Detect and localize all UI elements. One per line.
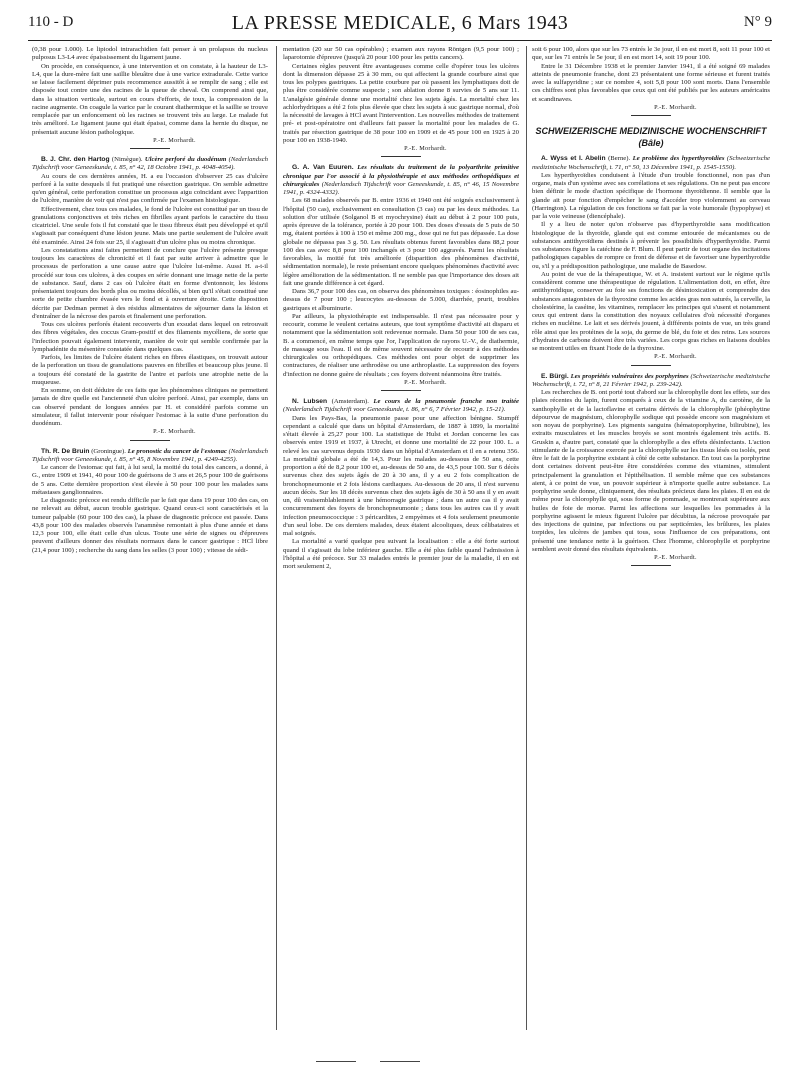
article-author: N. Lubsen — [292, 398, 328, 405]
page-number: 110 - D — [28, 14, 74, 30]
paragraph: Effectivement, chez tous ces malades, le fond de l'ulcère est constitué par un tissu de granulations conjonctives et très riches en fibrilles ayant parfois le caractère du tissu cicatriciel. Une seule fois il fut constaté que le tissu fibreux était peu développé et qu'il s'agissait par conséquent d'une lésion jeune. Mais une partie seulement de l'ulcère avait été examinée. Ainsi 24 fois sur 25, il s'agissait d'un ulcère plus ou moins chronique. — [32, 205, 268, 246]
paragraph: Les 68 malades observés par B. entre 1936 et 1940 ont été soignés exclusivement à l'hôpital (50 cas), exclusivement en consultation (3 cas) ou par les deux méthodes. La solution d'or utilisée (Solganol B et myochrysine) était au début à 2 pour 100 puis, après épreuve de la tolérance, portée à 20 pour 100. Des doses d'essais de 5 puis de 50 mg, étaient portées à 100 à 150 et même 200 mg., dose qui ne fut pas dépassée. La dose globale ne dépassa pas 3 g. 50. Les résultats obtenus furent favorables dans 88,2 pour 100 des cas avec 8,8 pour 100 inchangés et 3 pour 100 aggravés. Parmi les résultats favorables, la moitié fut très améliorée (disparition des phénomènes d'activité, sédimentation normale), le reste présentant encore quelques phénomènes d'activité avec légère amélioration de la sédimentation. Il ne semble pas que l'importance des doses ait fait une grande différence à cet égard. — [283, 197, 519, 287]
paragraph: Dans 36,7 pour 100 des cas, on observa des phénomènes toxiques : éosinophiles au-dessus de 7 pour 100 ; leucocytes au-dessous de 5.000, diarrhée, prurit, troubles gastriques et albuminurie. — [283, 288, 519, 312]
article-title: Le problème des hyperthyroïdies — [632, 155, 725, 163]
separator-rule — [130, 440, 170, 441]
article-author: B. J. Chr. den Hartog — [41, 156, 110, 163]
separator-rule — [381, 156, 421, 157]
section-subtitle: (Bâle) — [638, 138, 664, 148]
signature: P.-E. Morhardt. — [153, 428, 196, 436]
separator-rule — [631, 115, 671, 116]
paragraph: Le diagnostic précoce est rendu difficile par le fait que dans 19 pour 100 des cas, on ne relevait au début, aucun trouble gastrique. Quand ceux-ci sont caractérisés et la tumeur palpable (60 pour 100 des cas), la phase de diagnostic précoce est passée. Dans 43,8 pour 100 des malades observés l'anamnèse remontait à plus d'une année et dans 12,3 pour 100, elle était celle d'un ulcus. Toute une série de signes ou d'épreuves peuvent d'ailleurs donner des résultats normaux dans le cancer gastrique : HCl libre (21,4 pour 100) ; recherche du sang dans les selles (3 pour 100) ; vitesse de sédi- — [32, 497, 268, 554]
article-reference: (Nederlandsch Tijdschrift voor Geneeskunde, t. 85, n° 45, 8 Novembre 1941, p. 4249-4255). — [32, 447, 268, 463]
article-place: (Nimègue). — [111, 156, 143, 163]
paragraph: Tous ces ulcères perforés étaient recouverts d'un exsudat dans lequel on retrouvait des fibres végétales, des coccus Gram-positif et des filaments mycéliens, de sorte que l'infection pouvait également intervenir, manière de voir qui semble confirmée par la lymphadénite du mésentère constatée dans quelques cas. — [32, 321, 268, 353]
article-author: G. A. Van Euuren. — [292, 164, 354, 172]
end-rule — [316, 1061, 356, 1062]
article-reference: (Schweizerische medizinische Wochenschrift, t. 72, n° 8, 21 Février 1942, p. 239-242). — [532, 372, 770, 388]
article-heading — [532, 155, 770, 172]
article-place: (Groningue). — [91, 447, 126, 455]
paragraph: Les constatations ainsi faites permettent de conclure que l'ulcère présente presque toujours les caractères de chronicité et il faut par suite arriver à admettre que le processus de perforation a une cause autre que l'ulcère lui-même. Aussi H. a-t-il procédé sur tous ces ulcères, à des coupes en série donnant une image nette de la perte de substance. Sauf, dans 2 cas où l'ulcère était en forme d'entonnoir, les lésions présentaient toujours des bords plus ou moins décollés, si bien qu'il s'était constitué une sorte de petite chambre évasée vers le fond et à ouverture étroite. Cette disposition décrite par Dedman permet à des résidus alimentaires de séjourner dans la lésion et d'entraîner de la nécrose des parois et finalement une perforation. — [32, 246, 268, 320]
article — [283, 398, 519, 571]
paragraph: mentation (20 sur 50 cas opérables) ; examen aux rayons Röntgen (9,5 pour 100) ; laparotomie d'épreuve (jusqu'à 20 pour 100 pour les petits cancers). — [283, 46, 519, 62]
article — [532, 155, 770, 365]
column-rule — [276, 46, 277, 1030]
paragraph: (0,38 pour 1.000). Le lipiodol intrarachidien fait penser à un prolapsus du nucleus pulposus L3-L4 avec épaississement du ligament jaune. — [32, 46, 268, 62]
separator-rule — [381, 390, 421, 391]
article-author: Th. R. De Bruin — [41, 447, 90, 455]
column-1 — [32, 46, 268, 1056]
article-reference: (Nederlandsch Tijdschrift voor Geneeskunde, t. 86, n° 6, 7 Février 1942, p. 15-21). — [283, 406, 506, 414]
signature: P.-E. Morhardt. — [654, 103, 697, 111]
paragraph: On procède, en conséquence, à une intervention et on constate, à la hauteur de L3-L4, que la dure-mère fait une saillie bleuâtre due à une varice extradurale. Cette varice se laisse facilement déprimer puis recommence aussitôt à se remplir de sang ; elle est disposée tout contre une des racines de la queue de cheval. On comprend ainsi que, dans la situation verticale, surtout en cours d'efforts, de toux, la compression de la racine augmente. On coagule la varice par le courant diathermique et la saillie se trouve remplacée par un enfoncement où les racines se trouvent très au large. Le malade fut très amélioré. Le ligament jaune qui était épaissi, comme dans la hernie du disque, ne présentait aucune lésion pathologique. — [32, 62, 268, 136]
paragraph: Par ailleurs, la physiothérapie est indispensable. Il n'est pas nécessaire pour y recourir, comme le veulent certains auteurs, que tout symptôme d'activité ait disparu et notamment que la sédimentation soit redevenue normale. Dans 50 pour 100 de ses cas, B. a commencé, en même temps que l'or, l'application de rayons U.-V., de diathermie, de massage sous l'eau. Il est de même souvent nécessaire de recourir à des méthodes chirurgicales ou orthopédiques. Ces méthodes ont pour objet de supprimer les contractures, de réaliser une arthrodèse ou une arthroplastie. La suppression des foyers d'infection ne donne guère de résultats ; ces foyers doivent néanmoins être traités. — [283, 312, 519, 378]
article-title: Le cours de la pneumonie franche non traitée — [373, 398, 519, 405]
end-rule — [380, 1061, 420, 1062]
section-title: SCHWEIZERISCHE MEDIZINISCHE WOCHENSCHRIFT — [535, 126, 767, 136]
article-heading — [32, 156, 268, 173]
journal-title: LA PRESSE MEDICALE, 6 Mars 1943 — [231, 12, 569, 34]
issue-number: N° 9 — [743, 14, 772, 30]
article-heading — [32, 448, 268, 465]
article — [283, 164, 519, 391]
paragraph: Il y a lieu de noter qu'on n'observe pas d'hyperthyroïdie sans modification histologique de la thyroïde, glande qui est comme entourée de mécanismes ou de substances antithyroïdiens destinés à prévenir les possibilités d'hyperthyroïdie. Parmi ces substances figure la catéchine de F. Blum. Il peut partir de tout organe des incitations pathologiques capables de rompre ce front de défense et de favoriser une hyperthyroïdie ou, s'il y a prédisposition pathologique, une maladie de Basedow. — [532, 221, 770, 270]
article-heading — [283, 398, 519, 415]
paragraph: Certaines règles peuvent être avantageuses comme celle d'opérer tous les ulcères dont la dimension dépasse 25 à 30 mm, ou qui affectent la grande courbure ainsi que tous les polypes gastriques. La petite courbure par où passent les lymphatiques doit de plus être considérée comme suspecte ; son ablation donne 8 survies de 5 ans sur 11. L'analgésie générale donne une mortalité chez les sujets âgés. La mortalité chez les achlorhydriques a été 2 fois plus élevée que chez les sujets à suc gastrique normal, d'où la nécessité de lavages à HCl avant l'intervention. Les nouvelles méthodes de traitement pré- et post-opératoire ont d'ailleurs fait passer la mortalité pour les malades de G. traités par résection gastrique de 38 pour 100 en 1909 et de 45 pour 100 en 1925 à 20 pour 100 en 1938-1940. — [283, 62, 519, 144]
article — [32, 156, 268, 441]
paragraph: Parfois, les limites de l'ulcère étaient riches en fibres élastiques, on trouvait autour de la perforation un tissu de granulations pauvres en fibrilles et beaucoup plus jeune. Il a toujours été constaté de la gastrite de l'antre et parfois une atrophie nette de la muqueuse. — [32, 354, 268, 386]
article-reference: (Nederlandsch Tijdschrift voor Geneeskunde, t. 85, n° 42, 18 Octobre 1941, p. 4048-4054). — [32, 156, 268, 172]
signature: P.-E. Morhardt. — [404, 378, 447, 386]
paragraph: Les hyperthyroïdies conduisent à l'étude d'un trouble fonctionnel, non pas d'un organe, mais d'un système avec ses corrélations et ses régulations. On ne peut pas encore bien définir le mode d'action spécifique de l'hormone thyroïdienne. Il semble que la glande ait pour fonction d'empêcher le sang d'accéder trop violemment au cerveau (Harrington). La régulation de ces fonctions se fait par la voie humorale (hypophyse) et par la voie veineuse (diencéphale). — [532, 171, 770, 220]
paragraph: Entre le 31 Décembre 1938 et le premier Janvier 1941, il a été soigné 69 malades atteints de pneumonie franche, dont 23 présentaient une forme sérieuse et furent traités avec la sulfapyridine ; sur ce nombre 4, soit 5,8 pour 100 sont morts. Dans l'ensemble ces chiffres sont plus favorables que ceux qui ont été publiés par les auteurs américains et scandinaves. — [532, 62, 770, 103]
article-reference: (Nederlandsch Tijdschrift voor Geneeskunde, t. 85, n° 46, 15 Novembre 1941, p. 4324-4332). — [283, 180, 519, 196]
paragraph: Au point de vue de la thérapeutique, W. et A. insistent surtout sur le régime qu'ils considèrent comme une thérapeutique de régulation. L'alimentation doit, en effet, être antithyroïdique, conserver au foie ses fonctions de désintoxication et comprendre des substances antagonistes de la thyroxine comme les acides gras non saturés, la cervelle, la cholestérine, la caséine, les vitamines, remplacer les principes qui s'usent et notamment ceux qui entrent dans la constitution des noyaux cellulaires d'où nécessité d'organes riches en nucléine. Le lait et ses dérivés jouent, à différents points de vue, un très grand rôle ainsi que les protéines de la soja, du germe de blé, du foie et des reins. Les sources d'hydrates de carbone doivent être très variées. Les corps gras riches en liaisons doubles se montrent utiles en fixant l'iode de la thyroxine. — [532, 270, 770, 352]
page-header — [28, 12, 772, 41]
article-title: Les propriétés vulnéraires des porphyrines — [570, 372, 689, 380]
article-heading — [283, 164, 519, 197]
article-title: Les résultats du traitement de la polyarthrite primitive chronique par l'or associé à la physiothérapie et aux méthodes orthopédiques et chirurgicales — [283, 164, 519, 188]
paragraph: Au cours de ces dernières années, H. a eu l'occasion d'observer 25 cas d'ulcère perforé à la suite desquels il fut pratiqué une résection gastrique. On semble admettre qu'en général, cette perforation constitue un processus aigu coïncidant avec l'apparition de l'ulcère, manière de voir qui n'est pas confirmée par l'examen histologique. — [32, 172, 268, 205]
separator-rule — [631, 365, 671, 366]
article — [32, 448, 268, 555]
signature: P.-E. Morhardt. — [654, 353, 697, 361]
paragraph: Dans les Pays-Bas, la pneumonie passe pour une affection bénigne. Stumpff cependant a calculé que dans un hôpital d'Amsterdam, de 1887 à 1899, la mortalité s'était élevée à 25,27 pour 100. La statistique de Hulst et Jordan concerne les cas observés entre 1919 et 1937, à Utrecht, et donne une mortalité de 22 pour 100. L. a relevé les cas survenus depuis 1930 dans un hôpital d'Amsterdam et il en a retenu 356. La mortalité globale a été de 14,3. Pour les malades au-dessous de 50 ans, cette proportion a été de 8,2 pour 100 et, au-dessus de 50 ans, de 43,5 pour 100. Sur 6 décès survenus chez des sujets âgés de 20 à 30 ans, il y a eu 2 fois complication de bronchopneumonie et 2 fois lésions cardiaques. Au-dessous de 20 ans, il n'est survenu aucun décès. Sur les 18 décès survenus chez des sujets âgés de 30 à 50 ans il y en avait un, dû vraisemblablement à une hémorragie gastrique ; dans un autre cas il y avait concurremment des foyers de bronchopneumonie ; dans tous les autres cas il y avait infection pneumococcique : 3 péricardites, 2 empyèmes et 4 fois seulement pneumonie d'un seul lobe. De ces derniers malades, deux étaient alcooliques, deux célibataires et mal soignés. — [283, 414, 519, 537]
article — [532, 46, 770, 116]
article-title: Ulcère perforé du duodénum — [144, 156, 227, 163]
column-rule — [526, 46, 527, 1030]
paragraph: Les recherches de B. ont porté tout d'abord sur la chlorophylle dont les effets, sur des plaies récentes du lapin, furent comparés à ceux de la vitamine A, du carotène, de la xanthophylle et de la lactoflavine et certains dérivés de la chlorophylle (phéophytine dépourvue de magnésium, chlorophylle sodique qui possède encore son magnésium et son noyau de porphyrine). Les pigments sanguins (hématoporphyrine, bilirubine), les extraits musculaires et les muscles broyés se sont montrés également très actifs. B. Gruskin a, d'autre part, constaté que la chlorophylle a des effets désinfectants. L'action stimulante de la croissance exercée par la chlorophylle sur les tissus lésés ou isolés, peut être le fait de la porphyrine existant à côté de cette substance. En tout cas la porphyrine dont certaines doivent peut-être être considérées comme des vitamines, stimulent principalement la granulation et l'épithélisation. Il semble même que ces substances aient, à ce point de vue, un pouvoir supérieur à n'importe quelle autre substance. La porphyrine seule donne, cliniquement, des résultats précieux dans les plaies. Il en est de même pour la chlorophylle qui, sous forme de pommade, se montrerait supérieure aux huiles de foie de morue. Parmi les affections sur lesquelles les pommades à la porphyrine agissent le mieux figurent l'ulcère par décubitus, la nécrose provoquée par des injections de quinine, par infections ou par septicémies, les brûlures, les plaies torpides, les ulcères de jambes qui tous, sous l'influence de ces préparations, ont présenté une tendance nette à la guérison. Chez l'homme, chlorophylle et porphyrine semblent avoir donné des résultats équivalents. — [532, 389, 770, 553]
separator-rule — [631, 565, 671, 566]
column-2 — [283, 46, 519, 1056]
paragraph: La mortalité a varié quelque peu suivant la localisation : elle a été forte surtout quand il s'agissait du lobe inférieur gauche. Elle a été plus faible quand l'admission à l'hôpital a été précoce. Sur 33 malades entrés le premier jour de la maladie, il en est mort seulement 2, — [283, 538, 519, 570]
article-place: (Berne). — [608, 155, 631, 163]
signature: P.-E. Morhardt. — [404, 145, 447, 152]
article-reference: (Schweizerische medizinische Wochenschrift, t. 71, n° 50, 13 Décembre 1941, p. 1545-1550). — [532, 155, 770, 171]
article — [532, 373, 770, 567]
paragraph: En somme, on doit déduire de ces faits que les phénomènes cliniques ne permettent jamais de dire quelle est l'ancienneté d'un ulcère perforé. Ainsi, par exemple, dans un cas observé pendant de longues années par H. et considéré parfois comme un simulateur, il fallut intervenir pour réséquer l'estomac à la suite d'une perforation du duodénum. — [32, 387, 268, 427]
paragraph: Le cancer de l'estomac qui fait, à lui seul, la moitié du total des cancers, a donné, à G., entre 1909 et 1941, 40 pour 100 de guérisons de 3 ans et 26,5 pour 100 de guérisons de 5 ans. Cette dernière proportion s'est élevée à 50 pour 100 pour les malades sans métastases ganglionnaires. — [32, 464, 268, 496]
paragraph: soit 6 pour 100, alors que sur les 73 entrés le 3e jour, il en est mort 8, soit 11 pour 100 et que, sur les 71 entrés le 5e jour, il en est mort 14, soit 19 pour 100. — [532, 46, 770, 62]
article — [283, 46, 519, 157]
article-place: (Amsterdam). — [331, 398, 369, 405]
column-3 — [532, 46, 770, 1056]
signature: P.-E. Morhardt. — [153, 136, 196, 144]
article-heading — [532, 373, 770, 390]
article-author: A. Wyss et I. Abelin — [541, 155, 606, 163]
separator-rule — [130, 148, 170, 149]
article-author: E. Bürgi. — [541, 372, 569, 380]
signature: P.-E. Morhardt. — [654, 554, 697, 561]
article — [32, 46, 268, 149]
article-title: Le pronostic du cancer de l'estomac — [127, 447, 227, 455]
